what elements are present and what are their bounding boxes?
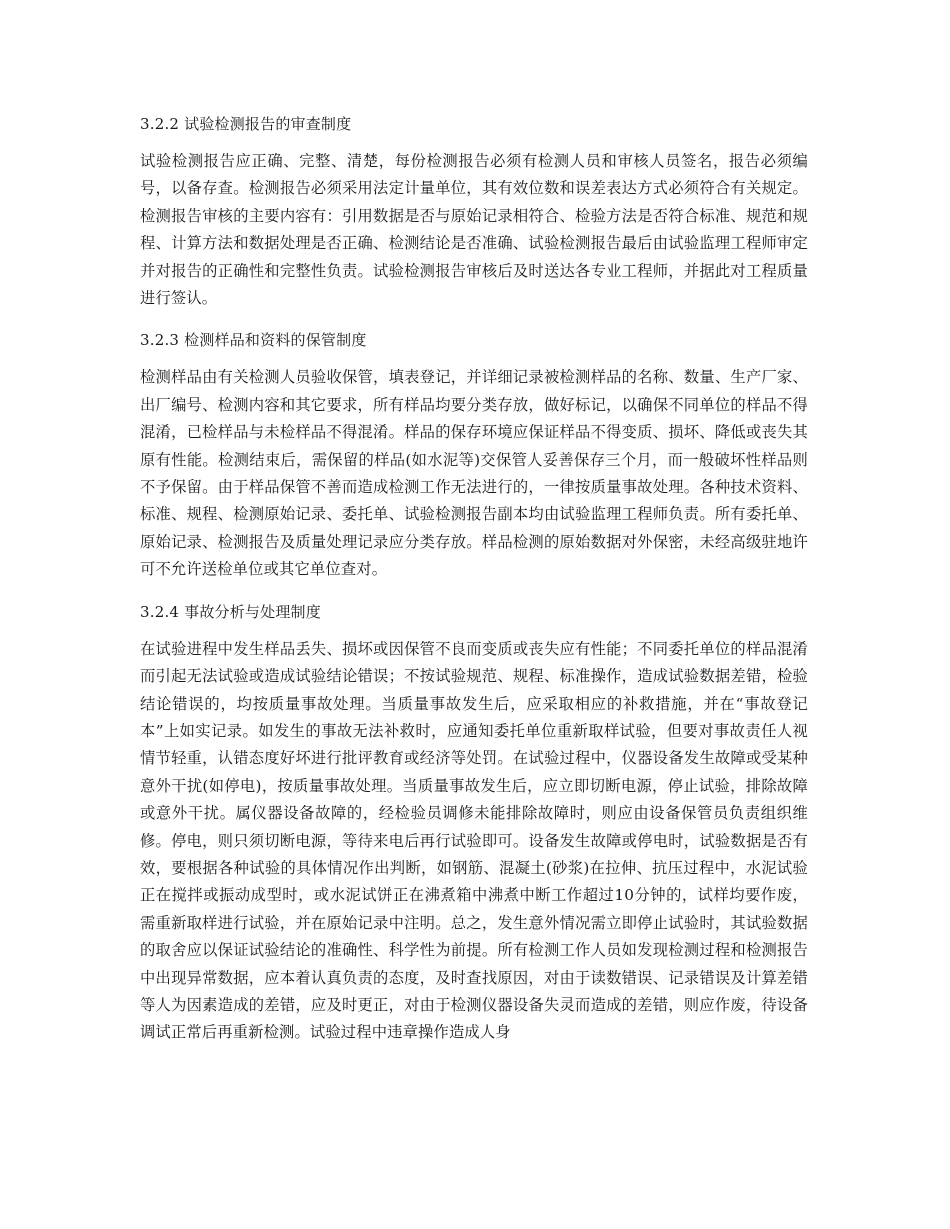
section-heading-3-2-4: 3.2.4 事故分析与处理制度 [140, 602, 321, 621]
section-heading-3-2-3: 3.2.3 检测样品和资料的保管制度 [140, 331, 367, 350]
section-body-3-2-3: 检测样品由有关检测人员验收保管，填表登记，并详细记录被检测样品的名称、数量、生产厂家、出厂编号、检测内容和其它要求，所有样品均要分类存放，做好标记，以确保不同单位的样品不得混淆，已检样品与未检样品不得混淆。样品的保存环境应保证样品不得变质、损坏、降低或丧失其原有性能。检测结束后，需保留的样品(如水泥等)交保管人妥善保存三个月，而一般破坏性样品则不予保留。由于样品保管不善而造成检测工作无法进行的，一律按质量事故处理。各种技术资料、标准、规程、检测原始记录、委托单、试验检测报告副本均由试验监理工程师负责。所有委托单、原始记录、检测报告及质量处理记录应分类存放。样品检测的原始数据对外保密，未经高级驻地许可不允许送检单位或其它单位查对。 [140, 368, 808, 579]
document-page [140, 110, 808, 1061]
section-body-3-2-4: 在试验进程中发生样品丢失、损坏或因保管不良而变质或丧失应有性能；不同委托单位的样品混淆而引起无法试验或造成试验结论错误；不按试验规范、规程、标准操作，造成试验数据差错，检验结论错误的，均按质量事故处理。当质量事故发生后，应采取相应的补救措施，并在“事故登记本”上如实记录。如发生的事故无法补救时，应通知委托单位重新取样试验，但要对事故责任人视情节轻重，认错态度好坏进行批评教育或经济等处罚。在试验过程中，仪器设备发生故障或受某种意外干扰(如停电)，按质量事故处理。当质量事故发生后，应立即切断电源，停止试验，排除故障或意外干扰。属仪器设备故障的，经检验员调修未能排除故障时，则应由设备保管员负责组织维修。停电，则只须切断电源，等待来电后再行试验即可。设备发生故障或停电时，试验数据是否有效，要根据各种试验的具体情况作出判断，如钢筋、混凝土(砂浆)在拉伸、抗压过程中，水泥试验正在搅拌或振动成型时，或水泥试饼正在沸煮箱中沸煮中断工作超过10分钟的，试样均要作废，需重新取样进行试验，并在原始记录中注明。总之，发生意外情况需立即停止试验时，其试验数据的取舍应以保证试验结论的准确性、科学性为前提。所有检测工作人员如发现检测过程和检测报告中出现异常数据，应本着认真负责的态度，及时查找原因，对由于读数错误、记录错误及计算差错等人为因素造成的差错，应及时更正，对由于检测仪器设备失灵而造成的差错，则应作废，待设备调试正常后再重新检测。试验过程中违章操作造成人身 [140, 639, 808, 1042]
section-body-3-2-2: 试验检测报告应正确、完整、清楚，每份检测报告必须有检测人员和审核人员签名，报告必须编号，以备存查。检测报告必须采用法定计量单位，其有效位数和误差表达方式必须符合有关规定。检测报告审核的主要内容有：引用数据是否与原始记录相符合、检验方法是否符合标准、规范和规程、计算方法和数据处理是否正确、检测结论是否准确、试验检测报告最后由试验监理工程师审定并对报告的正确性和完整性负责。试验检测报告审核后及时送达各专业工程师，并据此对工程质量进行签认。 [140, 152, 808, 308]
section-heading-3-2-2: 3.2.2 试验检测报告的审查制度 [140, 115, 352, 133]
